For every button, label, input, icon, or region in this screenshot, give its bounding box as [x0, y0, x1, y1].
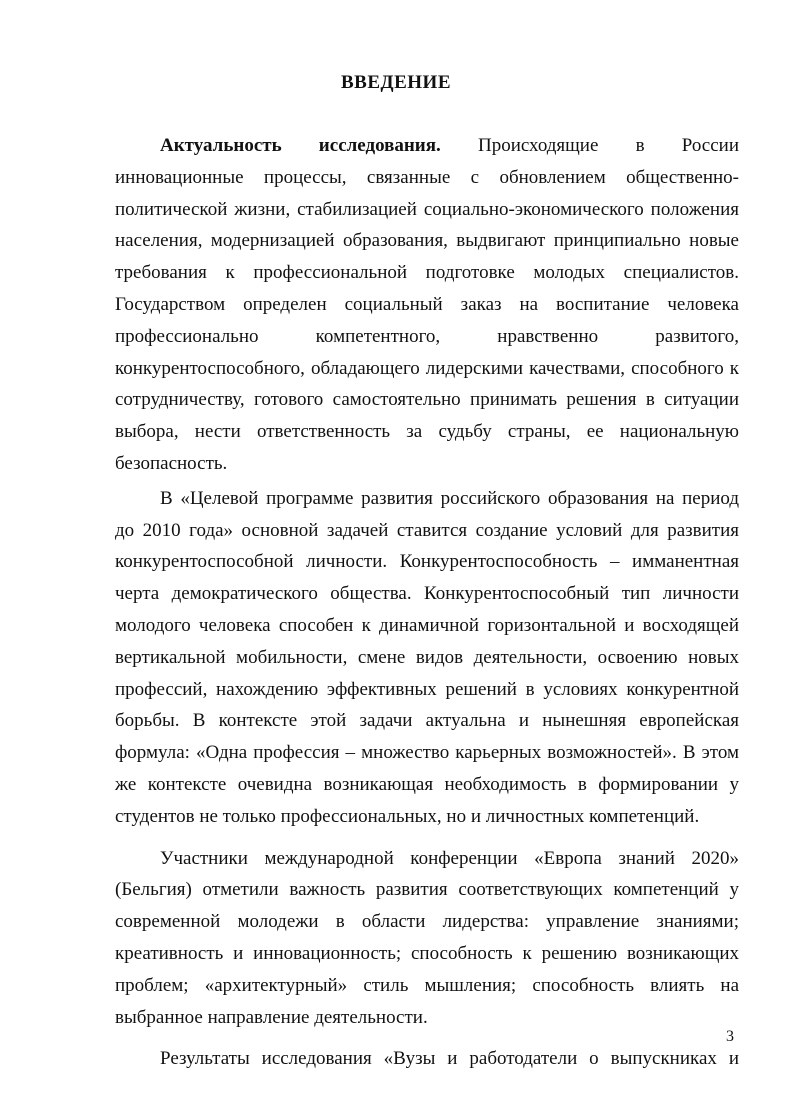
paragraph-text: Происходящие в России инновационные процессы, связанные с обновлением общественно-политической жизни, стабилизацией социально-экономического положения населения, модернизацией образования, выдвигают принципиально новые требования к профессиональной подготовке молодых специалистов. Государством определен социальный заказ на воспитание человека профессионально компетентного, нравственно развитого, конкурентоспособного, обладающего лидерскими качествами, способного к сотрудничеству, готового самостоятельно принимать решения в ситуации выбора, нести ответственность за судьбу страны, ее национальную безопасность. — [115, 135, 739, 474]
paragraph-program: В «Целевой программе развития российского образования на период до 2010 года» основной задачей ставится создание условий для развития конкурентоспособной личности. Конкурентоспособность – имманентная черта демократического общества. Конкурентоспособный тип личности молодого человека способен к динамичной горизонтальной и восходящей вертикальной мобильности, смене видов деятельности, освоению новых профессий, нахождению эффективных решений в условиях конкурентной борьбы. В контексте этой задачи актуальна и нынешняя европейская формула: «Одна профессия – множество карьерных возможностей». В этом же контексте очевидна возникающая необходимость в формировании у студентов не только профессиональных, но и личностных компетенций. — [115, 487, 739, 827]
document-body — [115, 130, 739, 1075]
paragraph-lead: Актуальность исследования. — [160, 135, 441, 156]
paragraph-relevance — [115, 130, 739, 480]
paragraph-conference: Участники международной конференции «Европа знаний 2020» (Бельгия) отметили важность развития соответствующих компетенций у современной молодежи в области лидерства: управление знаниями; креативность и инновационность; способность к решению возникающих проблем; «архитектурный» стиль мышления; способность влиять на выбранное направление деятельности. — [115, 847, 739, 1028]
page-title: ВВЕДЕНИЕ — [341, 72, 451, 93]
paragraph-results: Результаты исследования «Вузы и работодатели о выпускниках и — [160, 1048, 739, 1070]
page-number: 3 — [726, 1028, 734, 1045]
